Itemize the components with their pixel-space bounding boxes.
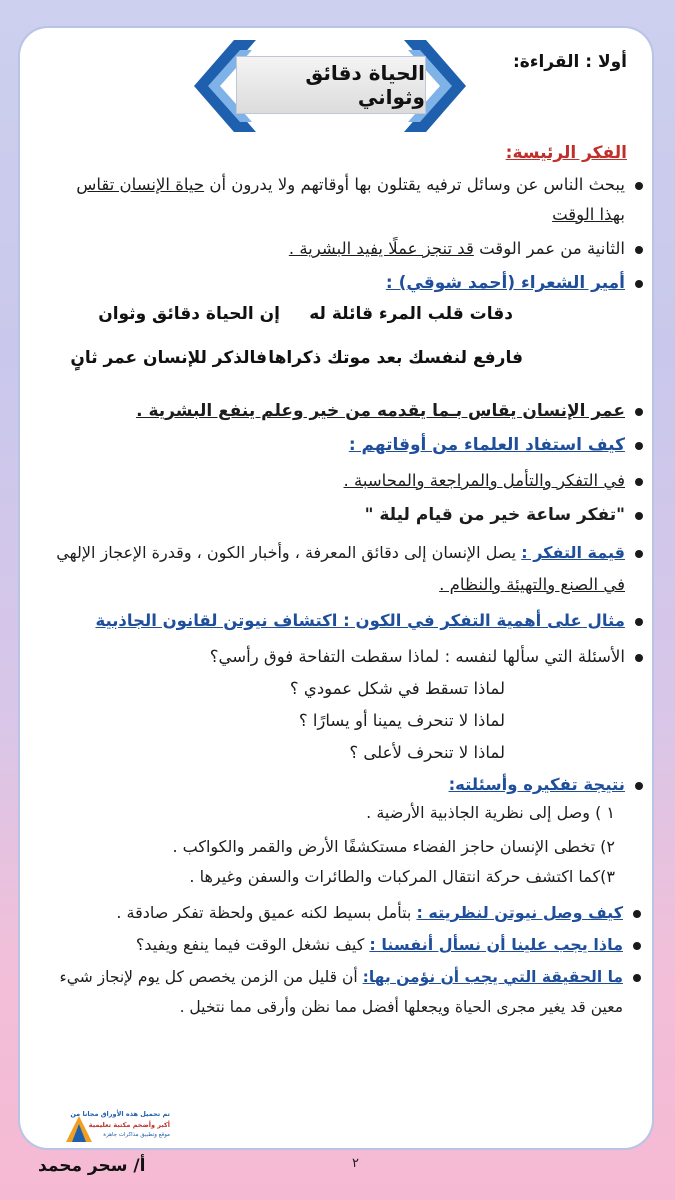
quote-item: "تفكر ساعة خير من قيام ليلة " [365,502,625,528]
question-item: لماذا لا تنحرف يمينا أو يسارًا ؟ [298,711,505,730]
main-ideas-heading: الفكر الرئيسة: [505,143,627,163]
question-item: لماذا لا تنحرف لأعلى ؟ [349,743,505,762]
thinking-value: قيمة التفكر : يصل الإنسان إلى دقائق المعرفة ، وأخبار الكون ، وقدرة الإعجاز الإلهي [56,540,625,566]
poet-heading: أمير الشعراء (أحمد شوقي) : [386,270,625,296]
list-item: الثانية من عمر الوقت قد تنجز عملًا يفيد البشرية . [289,236,625,262]
question-intro: الأسئلة التي سألها لنفسه : لماذا سقطت التفاحة فوق رأسي؟ [210,644,625,670]
truth-continuation: معين قد يغير مجرى الحياة ويجعلها أفضل مما نظن وأرقى مما نتخيل . [179,998,623,1016]
result-item: ٢) تخطى الإنسان حاجز الفضاء مستكشفًا الأرض والقمر والكواكب . [172,837,615,856]
logo-text-3: موقع وتطبيق مذاكرات جاهزة [103,1132,170,1138]
list-item: يبحث الناس عن وسائل ترفيه يقتلون بها أوقاتهم ولا يدرون أن حياة الإنسان تقاس [76,172,625,198]
result-item: ١ ) وصل إلى نظرية الجاذبية الأرضية . [366,803,615,822]
result-heading: نتيجة تفكيره وأسئلته: [449,772,625,798]
site-logo [64,1108,170,1148]
lesson-title: الحياة دقائق وثواني [236,56,426,114]
truth-item: ما الحقيقة التي يجب أن نؤمن بها: أن قليل من الزمن يخصص كل يوم لإنجاز شيء [60,964,624,990]
verse-2-right: فارفع لنفسك بعد موتك ذكراها [268,348,523,368]
title-banner [194,40,466,132]
scholars-heading: كيف استفاد العلماء من أوقاتهم : [349,432,625,458]
result-item: ٣)كما اكتشف حركة انتقال المركبات والطائرات والسفن وغيرها . [189,867,615,886]
list-item: في التفكر والتأمل والمراجعة والمحاسبة . [344,468,625,494]
list-item-continuation: بهذا الوقت [552,205,625,224]
author-name: أ/ سحر محمد [38,1156,146,1176]
verse-1-left: إن الحياة دقائق وثوان [98,304,280,324]
logo-text-1: تم تحميل هذه الأوراق مجانا من [70,1110,170,1118]
page-number: ٢ [352,1156,359,1171]
verse-1-right: دقات قلب المرء قائلة له [309,304,513,324]
how-item: كيف وصل نيوتن لنظريته : بتأمل بسيط لكنه عميق ولحظة تفكر صادقة . [116,900,623,926]
logo-text-2: أكبر وأضخم مكتبة تعليمية [88,1121,170,1129]
question-item: لماذا تسقط في شكل عمودي ؟ [289,679,505,698]
verse-2-left: فالذكر للإنسان عمر ثانٍ [70,348,267,368]
section-label: أولا : القراءة: [512,52,627,72]
thinking-value-continuation: في الصنع والتهيئة والنظام . [439,575,625,594]
example-heading: مثال على أهمية التفكر في الكون : اكتشاف نيوتن لقانون الجاذبية [96,608,626,634]
ask-item: ماذا يجب علينا أن نسأل أنفسنا : كيف نشغل الوقت فيما ينفع ويفيد؟ [136,932,623,958]
list-item: عمر الإنسان يقاس بـما يقدمه من خير وعلم ينفع البشرية . [136,398,625,424]
logo-icon [64,1114,94,1144]
